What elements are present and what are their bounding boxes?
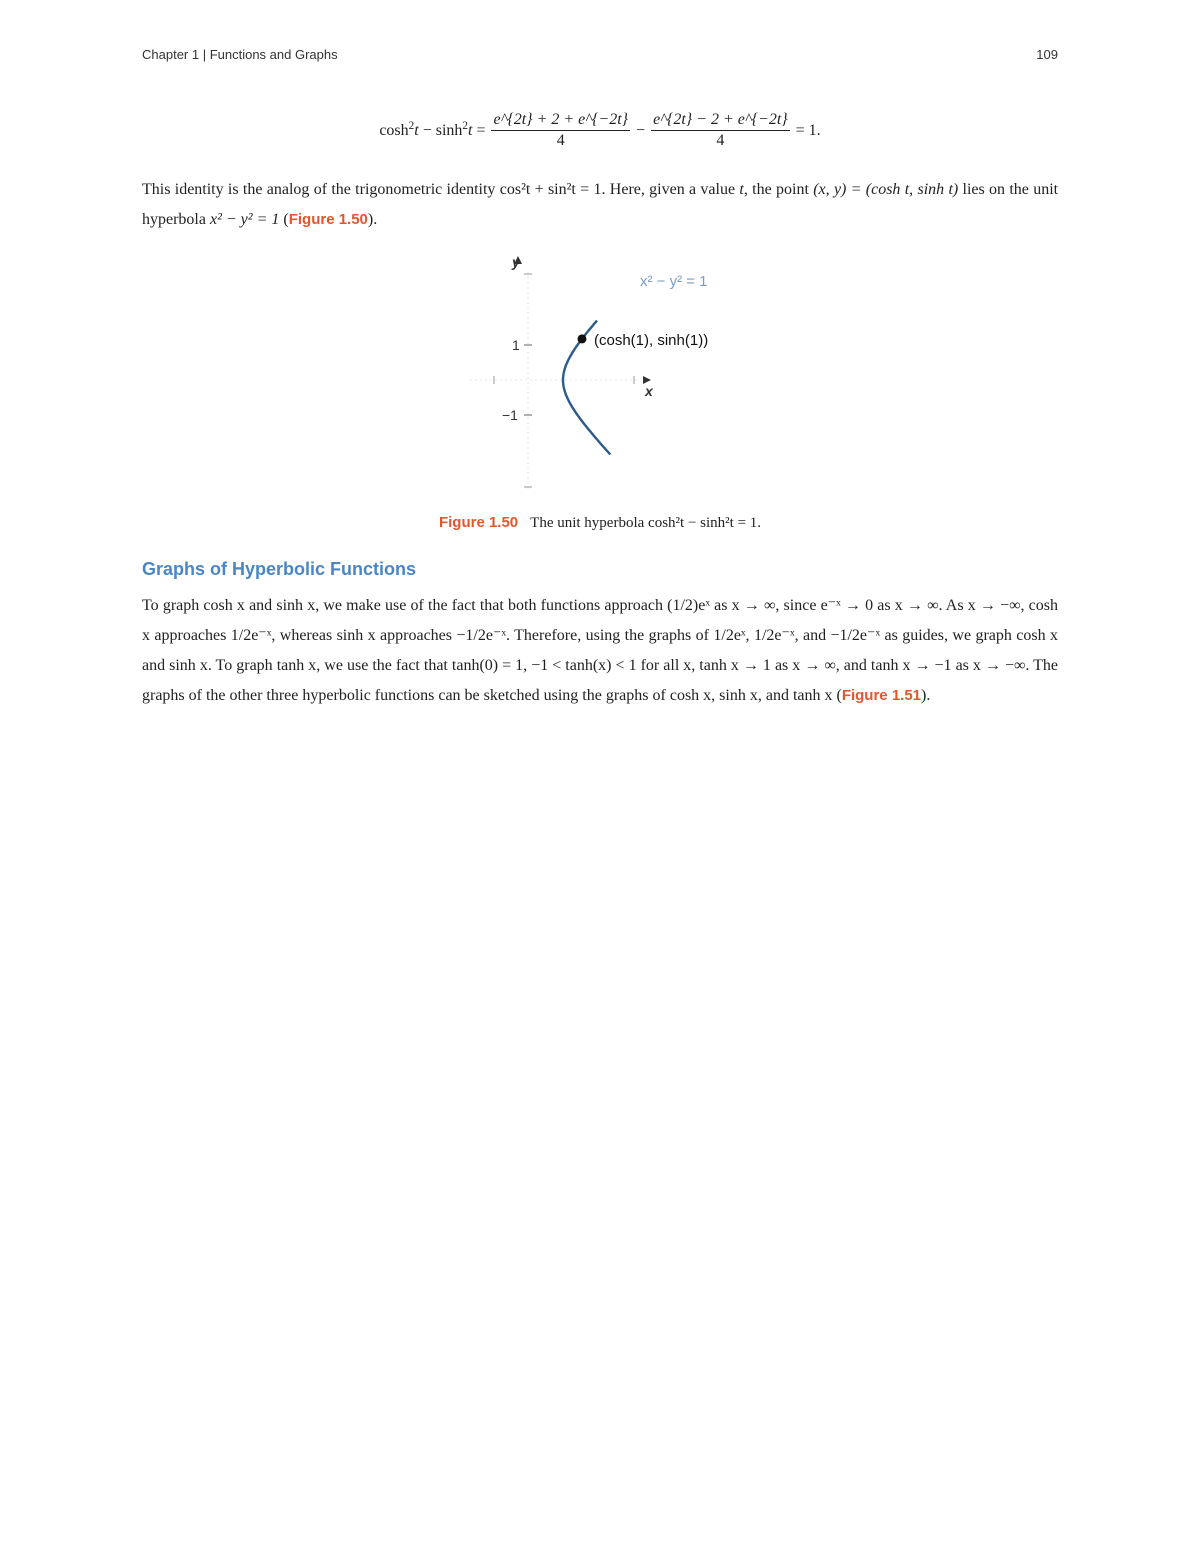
y-tick-label-1: 1 bbox=[512, 337, 520, 353]
display-equation: $\cosh^2t - \sinh^2t$ = $\frac{e\^{}\{2t\} + 2 + e\^{}\{-2t\}}{4}$ − $\frac{e\^{}\{2t\} - 2 + e\^{}\{-2t\}}{4}$ = 1. bbox=[379, 111, 821, 149]
figure-caption bbox=[0, 514, 1200, 532]
point-cosh1-sinh1 bbox=[578, 334, 587, 343]
figure-1-50-link[interactable]: Figure 1.50 bbox=[288, 211, 368, 228]
curve-equation-label: x² − y² = 1 bbox=[640, 273, 708, 290]
running-header-chapter: Chapter 1 | Functions and Graphs bbox=[142, 47, 338, 62]
page-number: 109 bbox=[1036, 47, 1058, 62]
unit-hyperbola-figure bbox=[470, 250, 740, 500]
caption-label: Figure 1.50 bbox=[438, 514, 519, 531]
equation-fraction-1: $\frac{e\^{}\{2t\} + 2 + e\^{}\{-2t\}}{4}$ bbox=[493, 111, 629, 149]
paragraph-hyperbolic-graphs: To graph cosh x and sinh x, we make use of the fact that both functions approach (1/2)eˣ as x → ∞, since e⁻ˣ → 0 as x → ∞. As x → −∞, cosh x approaches 1/2e⁻ˣ, whereas sinh x approaches −1/2e⁻ˣ. Therefore, using the graphs of 1/2eˣ, 1/2e⁻ˣ, and −1/2e⁻ˣ as guides, we graph cosh x and sinh x. To graph tanh x, we use the fact that tanh(0) = 1, −1 < tanh(x) < 1 for all x, tanh x → 1 as x → ∞, and tanh x → −1 as x → −∞. The graphs of the other three hyperbolic functions can be sketched using the graphs of cosh x, sinh x, and tanh x (Figure 1.51). bbox=[142, 597, 1058, 704]
equation-result: = 1. bbox=[795, 121, 821, 139]
equation-lhs: $\cosh^2t - \sinh^2t$ = bbox=[379, 119, 486, 139]
equation-fraction-2: $\frac{e\^{}\{2t\} - 2 + e\^{}\{-2t\}}{4}$ bbox=[653, 111, 788, 149]
y-tick-label-neg1: −1 bbox=[502, 407, 518, 423]
section-heading: Graphs of Hyperbolic Functions bbox=[142, 559, 417, 579]
caption-text: The unit hyperbola cosh²t − sinh²t = 1. bbox=[530, 515, 762, 531]
x-axis-label: x bbox=[645, 383, 653, 399]
paragraph-identity: This identity is the analog of the trigonometric identity cos²t + sin²t = 1. Here, given a value t, the point (x, y) = (cosh t, sinh t) lies on the unit hyperbola x² − y² = 1 (Figure 1.50). bbox=[142, 181, 1059, 228]
point-label: (cosh(1), sinh(1)) bbox=[594, 332, 709, 349]
figure-1-51-link[interactable]: Figure 1.51 bbox=[841, 687, 922, 704]
y-axis-label: y bbox=[512, 254, 520, 270]
